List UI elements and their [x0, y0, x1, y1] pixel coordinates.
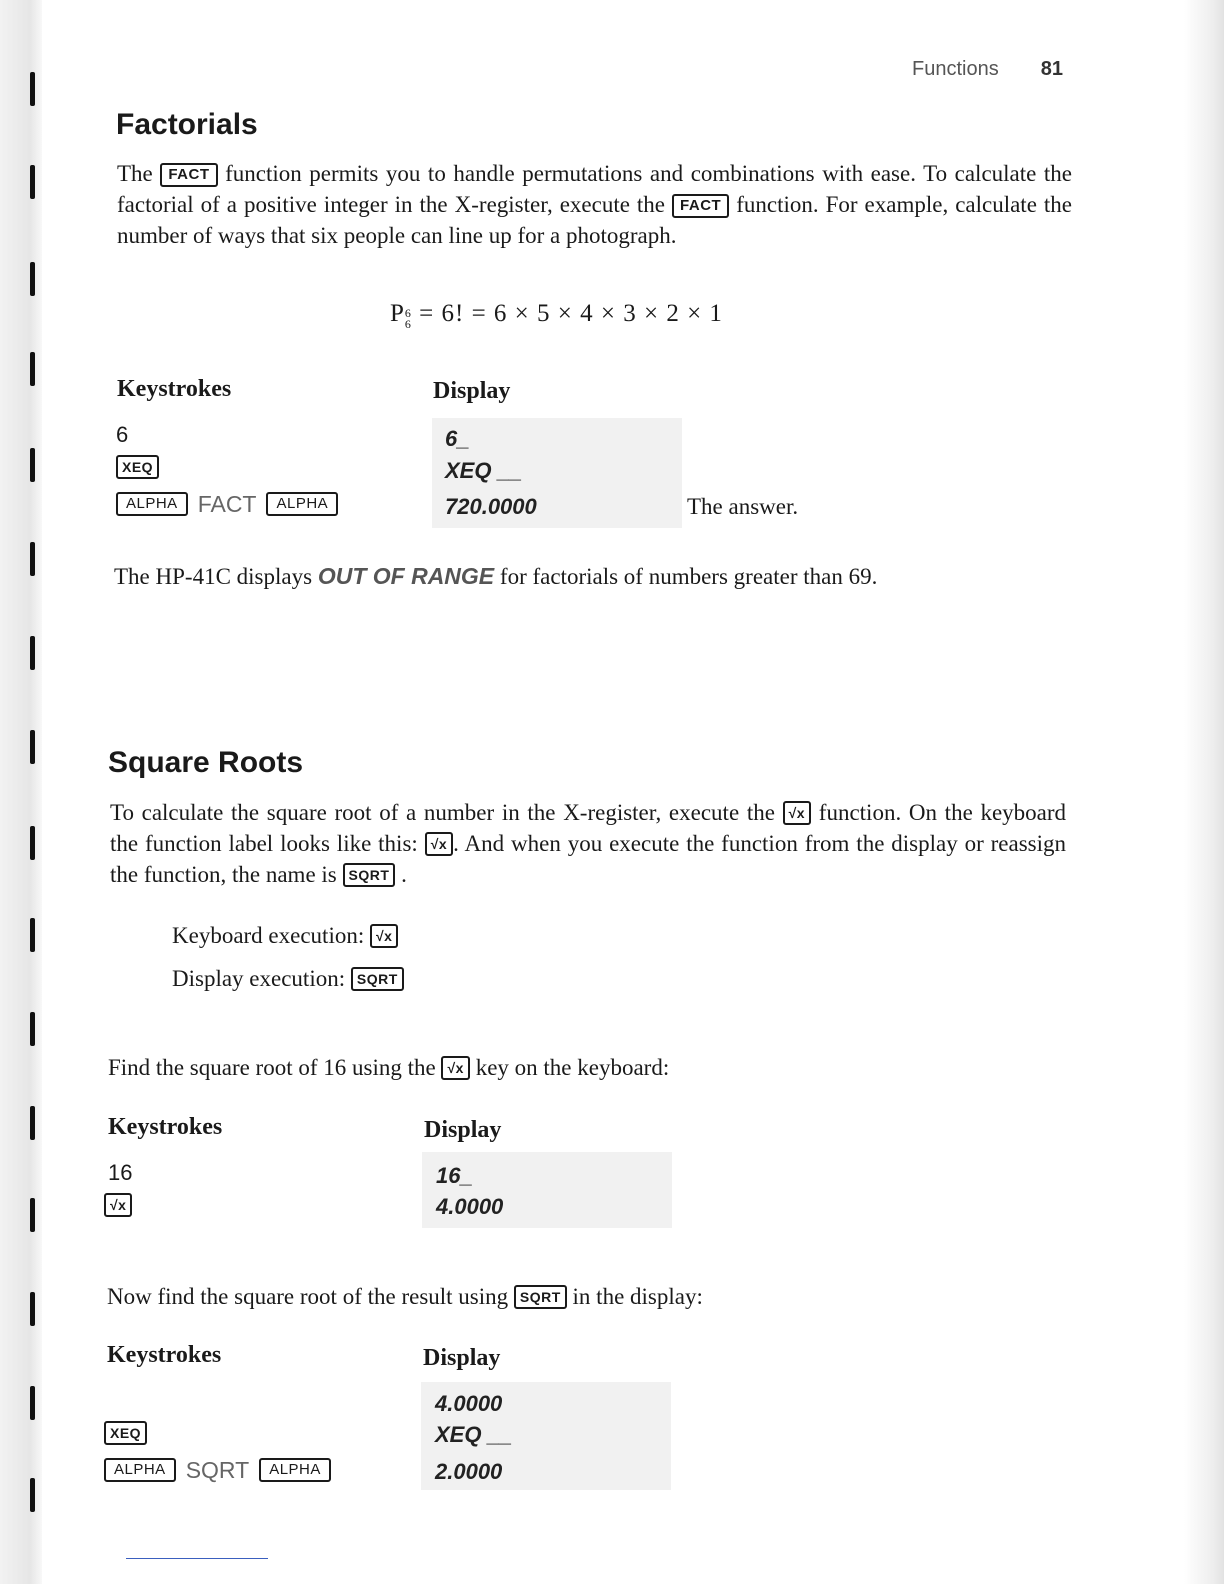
binding-hole	[30, 72, 35, 106]
formula-p: P	[390, 300, 405, 327]
binding-hole	[30, 262, 35, 296]
display-value: 720.0000	[445, 494, 537, 519]
keystrokes-header: Keystrokes	[108, 1114, 223, 1140]
keystroke-row	[116, 454, 159, 480]
text: To calculate the square root of a number in the X-register, execute the	[110, 800, 775, 825]
find-sqrt-result-paragraph	[107, 1281, 703, 1312]
binding-hole	[30, 1012, 35, 1046]
sqrt-key: SQRT	[514, 1285, 567, 1309]
display-value: 4.0000	[435, 1391, 503, 1416]
sqrt-x-key: √x	[104, 1193, 132, 1217]
find-sqrt-16-paragraph	[108, 1052, 669, 1083]
page-number: 81	[1040, 58, 1063, 80]
binding-hole	[30, 730, 35, 764]
factorials-paragraph	[117, 158, 1072, 251]
text: On the keyboard the function label looks like this:	[110, 800, 1067, 856]
alpha-key: ALPHA	[116, 492, 188, 516]
text: The HP-41C displays	[114, 564, 313, 589]
keystroke-16: 16	[108, 1160, 133, 1185]
text: Now find the square root of the result using	[107, 1284, 509, 1309]
text: Keyboard execution:	[172, 923, 365, 948]
sqrt-key: SQRT	[343, 863, 396, 887]
keystrokes-header: Keystrokes	[117, 376, 232, 402]
answer-note: The answer.	[687, 494, 799, 519]
display-value: 6_	[445, 426, 470, 451]
binding-hole	[30, 542, 35, 576]
alpha-text: FACT	[197, 491, 257, 517]
keystroke-6: 6	[116, 422, 129, 447]
sqrt-x-key: √x	[783, 801, 811, 825]
text: for factorials of numbers greater than 69.	[499, 564, 878, 589]
binding-hole	[30, 636, 35, 670]
binding-hole	[30, 448, 35, 482]
text: function permits you to handle permutations and combinations with ease. To calculate the factorial of a positive integer in the X-register, execute the	[117, 161, 1073, 217]
text: from the display or reassign the function, the name is	[110, 831, 1067, 887]
text: .	[401, 862, 407, 887]
fact-key: FACT	[160, 163, 217, 187]
alpha-text: SQRT	[185, 1457, 250, 1483]
formula-body: = 6! = 6 × 5 × 4 × 3 × 2 × 1	[419, 300, 723, 327]
formula-indices	[405, 308, 412, 330]
keystroke-row	[104, 1192, 132, 1218]
formula-sub: 6	[404, 317, 412, 331]
running-header	[912, 58, 1063, 81]
text: Find the square root of 16 using the	[108, 1055, 436, 1080]
lcd-message: OUT OF RANGE	[317, 563, 495, 589]
display-value: XEQ __	[445, 458, 523, 483]
display-value: 16_	[436, 1163, 473, 1188]
display-value: 4.0000	[436, 1194, 504, 1219]
formula-sup: 6	[404, 306, 412, 320]
binding-hole	[30, 1386, 35, 1420]
display-value: XEQ __	[435, 1422, 513, 1447]
footer-rule	[126, 1558, 268, 1559]
text: The	[117, 161, 153, 186]
display-header: Display	[423, 1345, 501, 1371]
display-value: 2.0000	[435, 1459, 503, 1484]
fact-key: FACT	[672, 194, 729, 218]
text: function. For example, calculate the number of ways that six people can line up for a photograph.	[117, 192, 1073, 248]
alpha-key: ALPHA	[259, 1458, 331, 1482]
alpha-key: ALPHA	[104, 1458, 176, 1482]
text: function.	[818, 800, 902, 825]
text: key on the keyboard:	[475, 1055, 670, 1080]
xeq-key: XEQ	[104, 1421, 147, 1445]
section-title-square-roots: Square Roots	[108, 746, 304, 779]
page-right-edge	[1184, 0, 1224, 1584]
keyboard-execution-line	[172, 920, 398, 951]
binding-hole	[30, 1106, 35, 1140]
keystroke-row	[116, 490, 338, 518]
section-title-factorials: Factorials	[116, 108, 258, 141]
square-roots-paragraph	[110, 797, 1066, 890]
sqrt-x-key: √x	[370, 924, 398, 948]
xeq-key: XEQ	[116, 455, 159, 479]
keystroke-row	[104, 1456, 331, 1484]
page-binding-edge	[0, 0, 42, 1584]
out-of-range-paragraph	[114, 561, 1074, 592]
alpha-key: ALPHA	[266, 492, 338, 516]
display-header: Display	[433, 378, 511, 404]
keystrokes-header: Keystrokes	[107, 1342, 222, 1368]
binding-hole	[30, 1478, 35, 1512]
binding-hole	[30, 165, 35, 199]
binding-hole	[30, 1198, 35, 1232]
binding-hole	[30, 826, 35, 860]
binding-hole	[30, 1292, 35, 1326]
text: in the display:	[572, 1284, 703, 1309]
text: . And when you execute the function	[453, 831, 798, 856]
sqrt-key: SQRT	[351, 967, 404, 991]
header-section: Functions	[912, 58, 999, 80]
display-execution-line	[172, 963, 404, 994]
text: Display execution:	[172, 966, 346, 991]
permutation-formula	[390, 300, 723, 330]
binding-hole	[30, 352, 35, 386]
binding-hole	[30, 918, 35, 952]
sqrt-x-key: √x	[441, 1056, 469, 1080]
sqrt-x-key: √x	[425, 832, 453, 856]
display-header: Display	[424, 1117, 502, 1143]
keystroke-row	[104, 1420, 147, 1446]
